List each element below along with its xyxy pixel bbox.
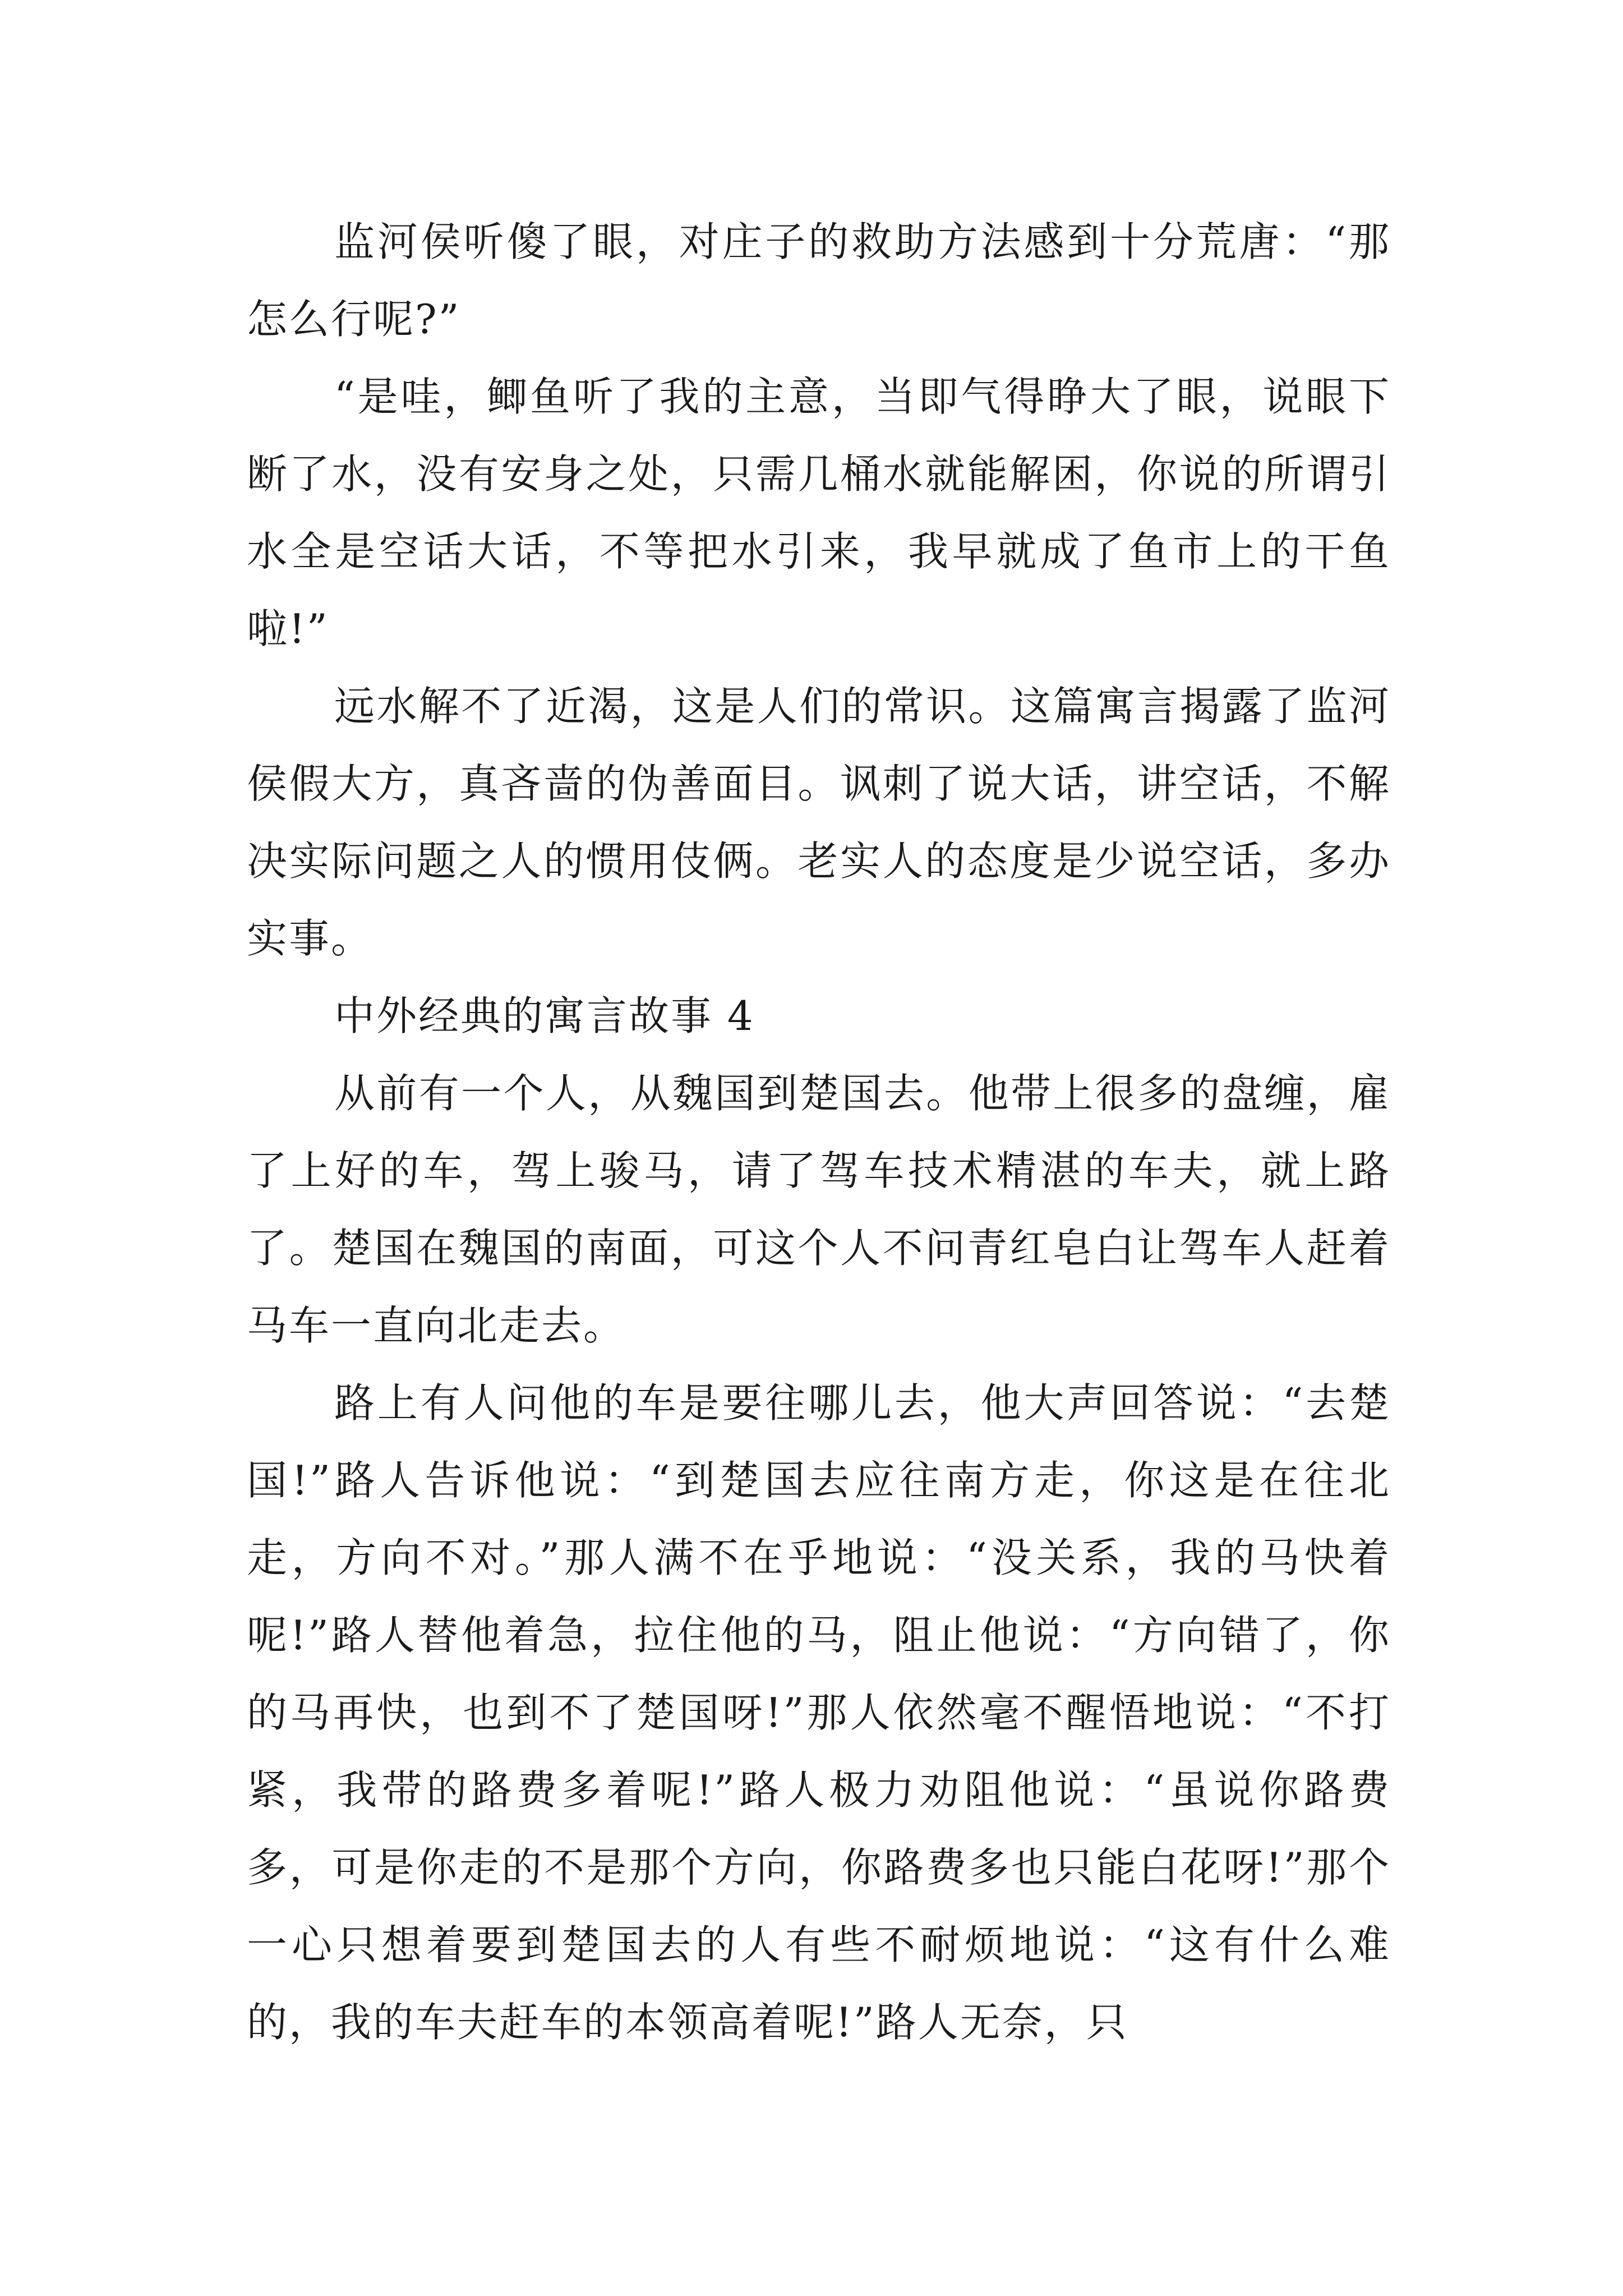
paragraph-1: 监河侯听傻了眼，对庄子的救助方法感到十分荒唐：“那怎么行呢?” bbox=[247, 218, 1391, 343]
section-heading: 中外经典的寓言故事 4 bbox=[334, 992, 755, 1039]
paragraph-5: 路上有人问他的车是要往哪儿去，他大声回答说：“去楚国!”路人告诉他说：“到楚国去应往南方走，你这是在往北走，方向不对。”那人满不在乎地说：“没关系，我的马快着呢!”路人替他着急，拉住他的马，阻止他说：“方向错了，你的马再快，也到不了楚国呀!”那人依然毫不醒悟地说：“不打紧，我带的路费多着呢!”路人极力劝阻他说：“虽说你路费多，可是你走的不是那个方向，你路费多也只能白花呀!”那个一心只想着要到楚国去的人有些不耐烦地说：“这有什么难的，我的车夫赶车的本领高着呢!”路人无奈，只 bbox=[247, 1379, 1391, 2046]
paragraph-3: 远水解不了近渴，这是人们的常识。这篇寓言揭露了监河侯假大方，真吝啬的伪善面目。讽刺了说大话，讲空话，不解决实际问题之人的惯用伎俩。老实人的态度是少说空话，多办实事。 bbox=[247, 683, 1391, 962]
document-body bbox=[247, 203, 1391, 2061]
paragraph-2: “是哇，鲫鱼听了我的主意，当即气得睁大了眼，说眼下断了水，没有安身之处，只需几桶水就能解困，你说的所谓引水全是空话大话，不等把水引来，我早就成了鱼市上的干鱼啦!” bbox=[247, 373, 1391, 652]
paragraph-4: 从前有一个人，从魏国到楚国去。他带上很多的盘缠，雇了上好的车，驾上骏马，请了驾车技术精湛的车夫，就上路了。楚国在魏国的南面，可这个人不问青红皂白让驾车人赶着马车一直向北走去。 bbox=[247, 1070, 1391, 1349]
